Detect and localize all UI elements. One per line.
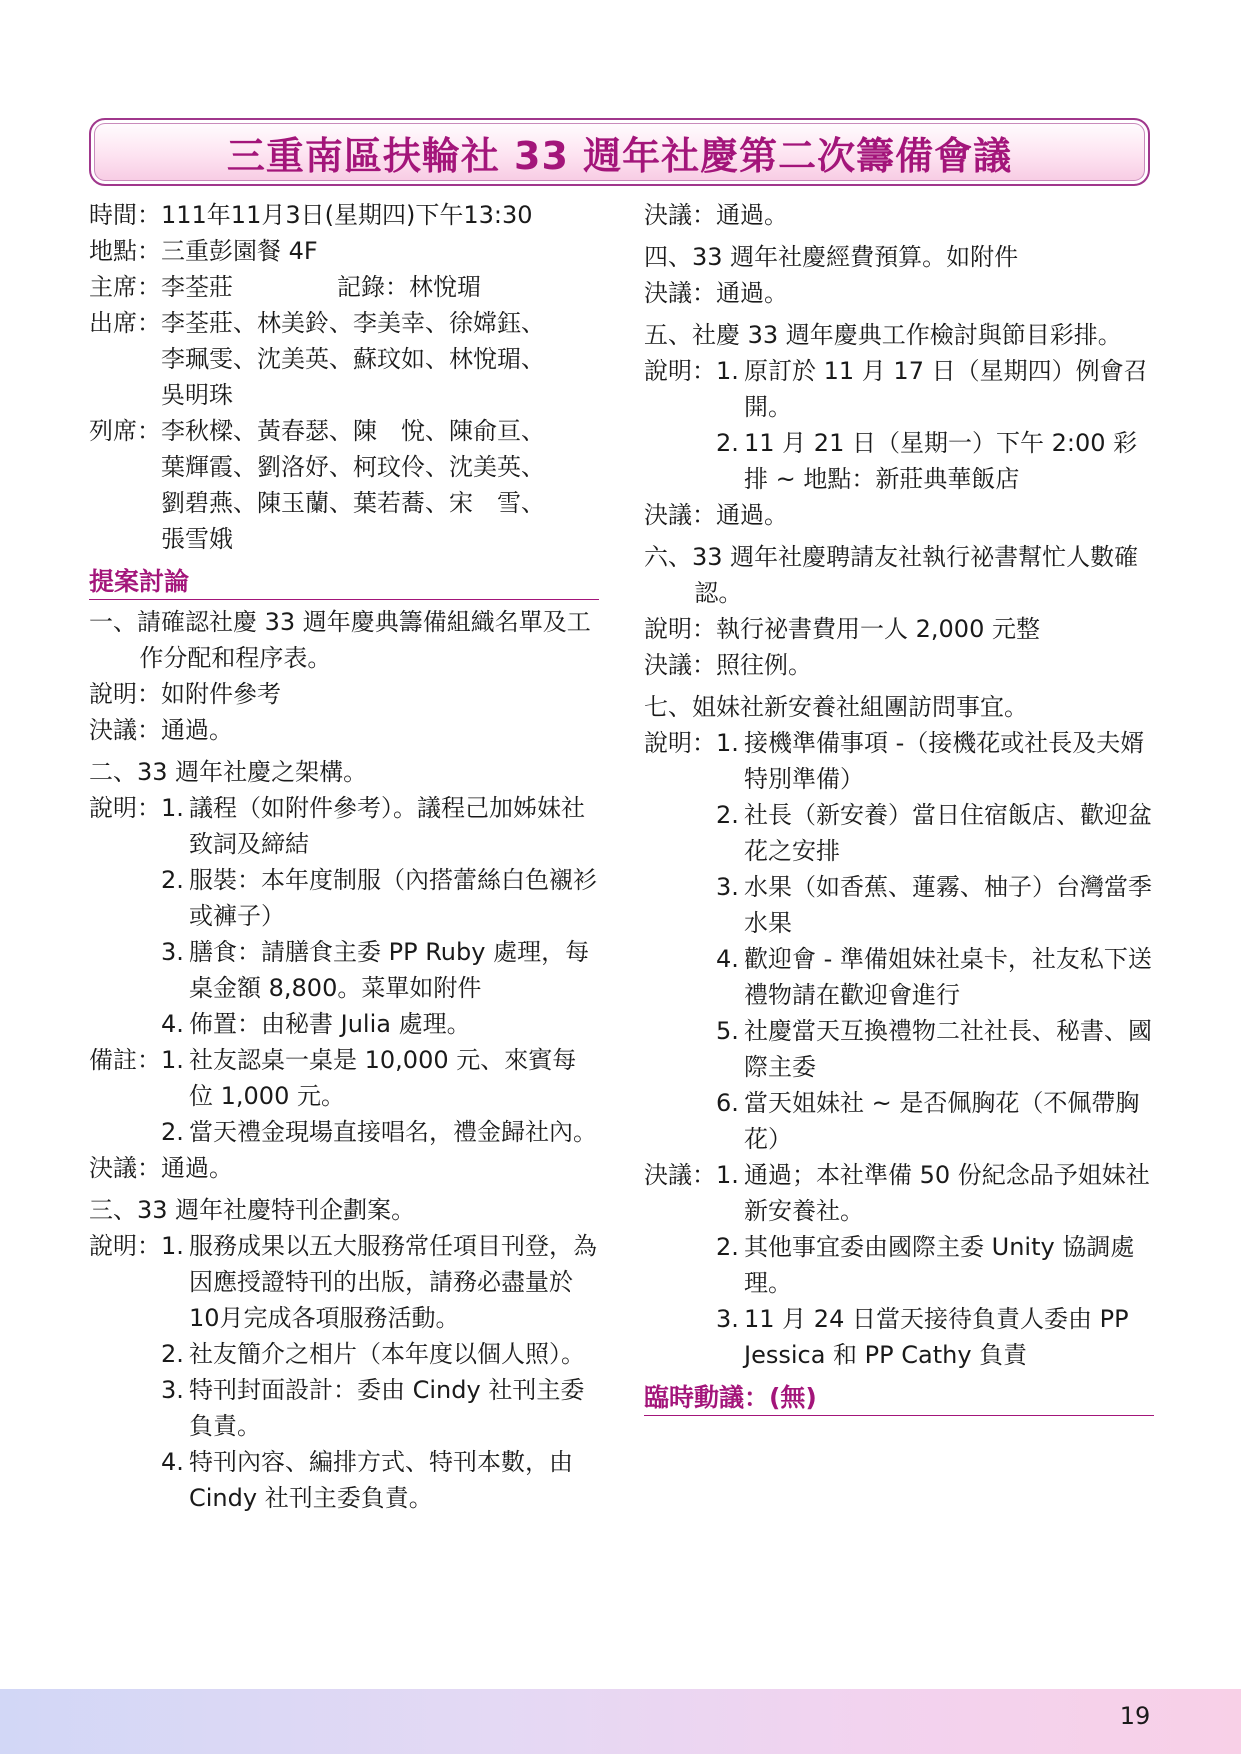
item-text: 社友簡介之相片（本年度以個人照）。 — [189, 1340, 585, 1368]
item-text: 服裝：本年度制服（內搭蕾絲白色襯衫或褲子） — [189, 866, 597, 930]
item-number: 1. — [161, 1046, 184, 1074]
list-item — [161, 1114, 599, 1150]
item-text: 當天姐妹社 ~ 是否佩胸花（不佩帶胸花） — [744, 1089, 1140, 1153]
list-item — [161, 934, 599, 1006]
title-banner — [89, 118, 1150, 186]
item-text: 接機準備事項 -（接機花或社長及夫婿特別準備） — [744, 729, 1145, 793]
footer-band — [0, 1689, 1241, 1754]
proposal-3-title: 三、33 週年社慶特刊企劃案。 — [89, 1196, 416, 1224]
proposal-6-note — [644, 611, 1154, 647]
list-item — [716, 869, 1154, 941]
note-text: 執行祕書費用一人 2,000 元整 — [716, 615, 1040, 643]
note-label: 說明： — [89, 1232, 161, 1260]
meeting-time — [89, 197, 599, 233]
item-number: 1. — [716, 1161, 739, 1189]
list-item — [716, 425, 1154, 497]
section-extempore-motions: 臨時動議：(無) — [644, 1381, 1154, 1416]
item-text: 社長（新安養）當日住宿飯店、歡迎盆花之安排 — [744, 801, 1152, 865]
list-item — [716, 1229, 1154, 1301]
resolution-text: 通過。 — [161, 716, 233, 744]
resolution-label: 決議： — [89, 716, 161, 744]
item-number: 3. — [716, 873, 739, 901]
proposal-5-notes — [644, 353, 1154, 497]
item-number: 1. — [161, 794, 184, 822]
resolution-label: 決議： — [644, 501, 716, 529]
list-item — [716, 1301, 1154, 1373]
note-text: 如附件參考 — [161, 680, 281, 708]
resolution-text: 照往例。 — [716, 651, 812, 679]
list-item — [716, 353, 1154, 425]
item-text: 服務成果以五大服務常任項目刊登，為因應授證特刊的出版，請務必盡量於 10月完成各項服務活動。 — [189, 1232, 597, 1332]
list-item — [161, 1042, 599, 1114]
resolution-text: 通過。 — [716, 501, 788, 529]
attend-line: 吳明珠 — [161, 381, 233, 409]
resolution-text: 通過。 — [161, 1154, 233, 1182]
attend-line: 李珮雯、沈美英、蘇玟如、林悅瑂、 — [161, 345, 545, 373]
list-item — [716, 941, 1154, 1013]
item-number: 4. — [161, 1448, 184, 1476]
list-item — [161, 790, 599, 862]
resolution-label: 決議： — [644, 279, 716, 307]
proposal-2-remarks — [89, 1042, 599, 1150]
left-column — [89, 197, 599, 1516]
item-number: 3. — [716, 1305, 739, 1333]
item-text: 水果（如香蕉、蓮霧、柚子）台灣當季水果 — [744, 873, 1152, 937]
page-title: 三重南區扶輪社 33 週年社慶第二次籌備會議 — [226, 133, 1013, 178]
item-text: 原訂於 11 月 17 日（星期四）例會召開。 — [744, 357, 1148, 421]
item-number: 2. — [716, 801, 739, 829]
proposal-4-resolution — [644, 275, 1154, 311]
guest-line: 李秋樑、黃春瑟、陳 悅、陳俞亘、 — [161, 417, 545, 445]
chair-label: 主席： — [89, 273, 161, 301]
proposal-6-resolution — [644, 647, 1154, 683]
item-text: 11 月 24 日當天接待負責人委由 PP Jessica 和 PP Cathy 負責 — [744, 1305, 1129, 1369]
item-text: 歡迎會 - 準備姐妹社桌卡，社友私下送禮物請在歡迎會進行 — [744, 945, 1152, 1009]
list-item — [716, 1085, 1154, 1157]
item-number: 3. — [161, 1376, 184, 1404]
attendees — [89, 305, 599, 413]
proposal-1-note — [89, 676, 599, 712]
item-number: 4. — [161, 1010, 184, 1038]
item-text: 膳食：請膳食主委 PP Ruby 處理，每桌金額 8,800。菜單如附件 — [189, 938, 590, 1002]
resolution-text: 通過。 — [716, 279, 788, 307]
page-number: 19 — [1119, 1702, 1151, 1730]
proposal-6-title: 六、33 週年社慶聘請友社執行祕書幫忙人數確認。 — [644, 543, 1139, 607]
guest-line: 劉碧燕、陳玉蘭、葉若蕎、宋 雪、 — [161, 489, 545, 517]
list-item — [716, 725, 1154, 797]
recorder-label: 記錄： — [337, 273, 409, 301]
proposal-7-notes — [644, 725, 1154, 1157]
list-item — [161, 1372, 599, 1444]
list-item — [716, 1157, 1154, 1229]
guest-label: 列席： — [89, 417, 161, 445]
item-number: 3. — [161, 938, 184, 966]
item-text: 議程（如附件參考）。議程己加姊妹社致詞及締結 — [189, 794, 585, 858]
meeting-place — [89, 233, 599, 269]
proposal-7-title: 七、姐妹社新安養社組團訪問事宜。 — [644, 693, 1028, 721]
item-number: 2. — [161, 1118, 184, 1146]
place-label: 地點： — [89, 237, 161, 265]
chair-and-recorder — [89, 269, 599, 305]
item-number: 2. — [161, 866, 184, 894]
item-number: 6. — [716, 1089, 739, 1117]
guest-line: 葉輝霞、劉洛妤、柯玟伶、沈美英、 — [161, 453, 545, 481]
attend-line: 李荃莊、林美鈴、李美幸、徐嫦鈺、 — [161, 309, 545, 337]
guests — [89, 413, 599, 557]
proposal-5-resolution — [644, 497, 1154, 533]
list-item — [161, 1336, 599, 1372]
item-text: 佈置：由秘書 Julia 處理。 — [189, 1010, 471, 1038]
proposal-4-title: 四、33 週年社慶經費預算。如附件 — [644, 243, 1019, 271]
proposal-1-resolution — [89, 712, 599, 748]
list-item — [161, 862, 599, 934]
item-text: 特刊內容、編排方式、特刊本數，由 Cindy 社刊主委負責。 — [189, 1448, 573, 1512]
list-item — [161, 1006, 599, 1042]
item-text: 通過；本社準備 50 份紀念品予姐妹社新安養社。 — [744, 1161, 1150, 1225]
note-label: 說明： — [644, 615, 716, 643]
item-text: 社慶當天互換禮物二社社長、秘書、國際主委 — [744, 1017, 1152, 1081]
item-number: 2. — [161, 1340, 184, 1368]
time-value: 111年11月3日(星期四)下午13:30 — [161, 201, 533, 229]
list-item — [716, 797, 1154, 869]
recorder-value: 林悅瑂 — [409, 273, 481, 301]
list-item — [716, 1013, 1154, 1085]
item-text: 其他事宜委由國際主委 Unity 協調處理。 — [744, 1233, 1135, 1297]
section-proposals: 提案討論 — [89, 565, 599, 600]
item-text: 當天禮金現場直接唱名，禮金歸社內。 — [189, 1118, 597, 1146]
resolution-label: 決議： — [644, 651, 716, 679]
proposal-2-notes — [89, 790, 599, 1042]
note-label: 說明： — [644, 729, 716, 757]
item-number: 4. — [716, 945, 739, 973]
note-label: 說明： — [89, 680, 161, 708]
note-label: 說明： — [644, 357, 716, 385]
proposal-2-title: 二、33 週年社慶之架構。 — [89, 758, 368, 786]
place-value: 三重彭園餐 4F — [161, 237, 318, 265]
proposal-5-title: 五、社慶 33 週年慶典工作檢討與節目彩排。 — [644, 321, 1122, 349]
remark-label: 備註： — [89, 1046, 161, 1074]
proposal-2-resolution — [89, 1150, 599, 1186]
time-label: 時間： — [89, 201, 161, 229]
item-number: 2. — [716, 429, 739, 457]
list-item — [161, 1444, 599, 1516]
item-number: 1. — [716, 729, 739, 757]
item-number: 2. — [716, 1233, 739, 1261]
right-column — [644, 197, 1154, 1420]
item-number: 1. — [716, 357, 739, 385]
note-label: 說明： — [89, 794, 161, 822]
item-number: 1. — [161, 1232, 184, 1260]
item-text: 11 月 21 日（星期一）下午 2:00 彩排 ~ 地點：新莊典華飯店 — [744, 429, 1138, 493]
proposal-3-resolution — [644, 197, 1154, 233]
proposal-7-resolution — [644, 1157, 1154, 1373]
proposal-1-title: 一、請確認社慶 33 週年慶典籌備組織名單及工作分配和程序表。 — [89, 608, 591, 672]
item-text: 特刊封面設計：委由 Cindy 社刊主委負責。 — [189, 1376, 585, 1440]
resolution-text: 通過。 — [716, 201, 788, 229]
chair-value: 李荃莊 — [161, 273, 233, 301]
attend-label: 出席： — [89, 309, 161, 337]
item-text: 社友認桌一桌是 10,000 元、來賓每位 1,000 元。 — [189, 1046, 577, 1110]
resolution-label: 決議： — [644, 201, 716, 229]
item-number: 5. — [716, 1017, 739, 1045]
guest-line: 張雪娥 — [161, 525, 233, 553]
proposal-3-notes — [89, 1228, 599, 1516]
resolution-label: 決議： — [644, 1161, 716, 1189]
list-item — [161, 1228, 599, 1336]
resolution-label: 決議： — [89, 1154, 161, 1182]
